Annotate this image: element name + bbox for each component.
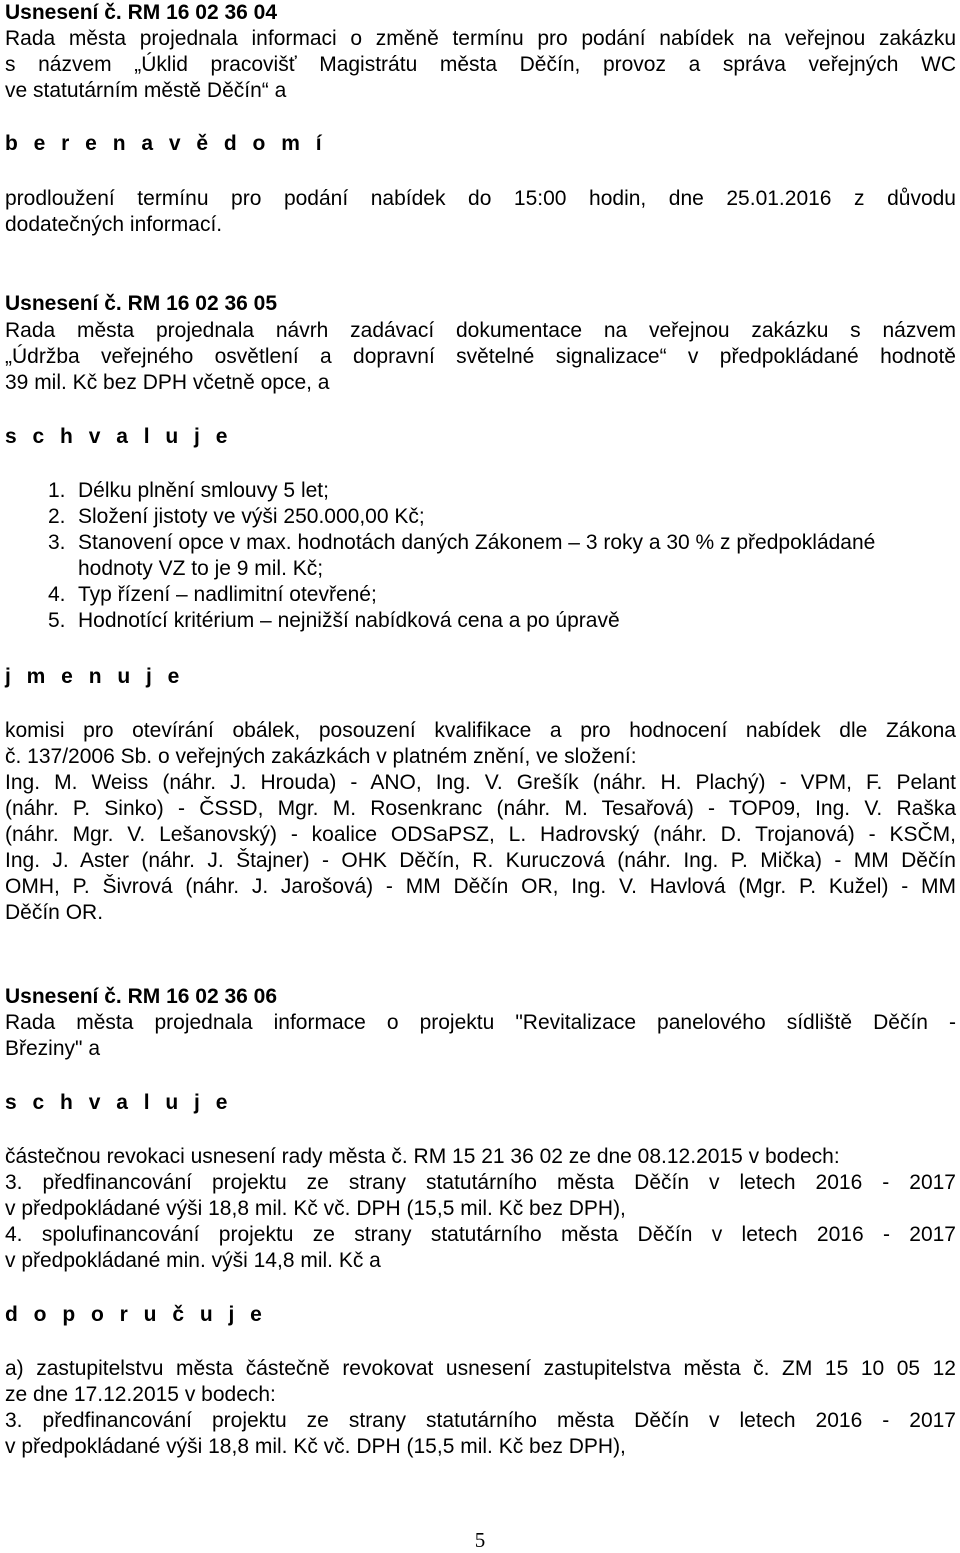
text-line: Ing. M. Weiss (náhr. J. Hrouda) - ANO, Ing. V. Grešík (náhr. H. Plachý) - VPM, F. Pelant <box>5 771 956 794</box>
heading-number: RM 16 02 36 04 <box>127 1 278 24</box>
text-line: prodloužení termínu pro podání nabídek do 15:00 hodin, dne 25.01.2016 z důvodu <box>5 187 956 210</box>
text-line: 3. předfinancování projektu ze strany statutárního města Děčín v letech 2016 - 2017 <box>5 1409 956 1432</box>
list-item: Hodnotící kritérium – nejnižší nabídková cena a po úpravě <box>78 609 620 632</box>
decision-keyword: s c h v a l u j e <box>5 1091 233 1114</box>
list-item: Stanovení opce v max. hodnotách daných Zákonem – 3 roky a 30 % z předpokládané <box>78 531 876 554</box>
list-number: 2. <box>48 505 66 528</box>
text-line: Březiny" a <box>5 1037 100 1060</box>
text-line: Děčín OR. <box>5 901 104 924</box>
list-number: 3. <box>48 531 66 554</box>
text-line: v předpokládané výši 18,8 mil. Kč vč. DPH (15,5 mil. Kč bez DPH), <box>5 1197 626 1220</box>
heading-label: Usnesení č. <box>5 292 122 315</box>
heading-label: Usnesení č. <box>5 985 122 1008</box>
heading-number: RM 16 02 36 05 <box>127 292 278 315</box>
resolution-heading <box>5 984 277 1010</box>
text-line: Rada města projednala informace o projektu "Revitalizace panelového sídliště Děčín - <box>5 1011 956 1034</box>
heading-number: RM 16 02 36 06 <box>127 985 278 1008</box>
decision-keyword: s c h v a l u j e <box>5 425 233 448</box>
text-line: OMH, P. Šivrová (náhr. J. Jarošová) - MM Děčín OR, Ing. V. Havlová (Mgr. P. Kužel) - MM <box>5 875 956 898</box>
text-line: 4. spolufinancování projektu ze strany statutárního města Děčín v letech 2016 - 2017 <box>5 1223 956 1246</box>
list-item: Délku plnění smlouvy 5 let; <box>78 479 329 502</box>
text-line: Ing. J. Aster (náhr. J. Štajner) - OHK Děčín, R. Kuruczová (náhr. Ing. P. Mička) - MM Děčín <box>5 849 956 872</box>
text-line: č. 137/2006 Sb. o veřejných zakázkách v platném znění, ve složení: <box>5 745 637 768</box>
decision-keyword: d o p o r u č u j e <box>5 1303 267 1326</box>
list-item: Složení jistoty ve výši 250.000,00 Kč; <box>78 505 425 528</box>
text-line: Rada města projednala informaci o změně termínu pro podání nabídek na veřejnou zakázku <box>5 27 956 50</box>
text-line: (náhr. Mgr. V. Lešanovský) - koalice ODSaPSZ, L. Hadrovský (náhr. D. Trojanová) - KSČM, <box>5 823 956 846</box>
list-number: 1. <box>48 479 66 502</box>
list-number: 4. <box>48 583 66 606</box>
resolution-heading <box>5 291 277 317</box>
decision-keyword: j m e n u j e <box>5 665 185 688</box>
heading-label: Usnesení č. <box>5 1 122 24</box>
resolution-heading <box>5 0 277 26</box>
text-line: a) zastupitelstvu města částečně revokovat usnesení zastupitelstva města č. ZM 15 10 05 12 <box>5 1357 956 1380</box>
text-line: komisi pro otevírání obálek, posouzení kvalifikace a pro hodnocení nabídek dle Zákona <box>5 719 956 742</box>
list-number: 5. <box>48 609 66 632</box>
text-line: v předpokládané min. výši 14,8 mil. Kč a <box>5 1249 381 1272</box>
text-line: 39 mil. Kč bez DPH včetně opce, a <box>5 371 330 394</box>
page-number: 5 <box>474 1528 486 1552</box>
text-line: v předpokládané výši 18,8 mil. Kč vč. DPH (15,5 mil. Kč bez DPH), <box>5 1435 626 1458</box>
text-line: s názvem „Úklid pracovišť Magistrátu města Děčín, provoz a správa veřejných WC <box>5 53 956 76</box>
text-line: Rada města projednala návrh zadávací dokumentace na veřejnou zakázku s názvem <box>5 319 956 342</box>
text-line: ve statutárním městě Děčín“ a <box>5 79 287 102</box>
decision-keyword: b e r e n a v ě d o m í <box>5 132 327 155</box>
text-line: (náhr. P. Sinko) - ČSSD, Mgr. M. Rosenkranc (náhr. M. Tesařová) - TOP09, Ing. V. Raška <box>5 797 956 820</box>
text-line: dodatečných informací. <box>5 213 223 236</box>
text-line: částečnou revokaci usnesení rady města č. RM 15 21 36 02 ze dne 08.12.2015 v bodech: <box>5 1145 840 1168</box>
list-item-continuation: hodnoty VZ to je 9 mil. Kč; <box>78 557 324 580</box>
list-item: Typ řízení – nadlimitní otevřené; <box>78 583 377 606</box>
text-line: 3. předfinancování projektu ze strany statutárního města Děčín v letech 2016 - 2017 <box>5 1171 956 1194</box>
text-line: „Údržba veřejného osvětlení a dopravní světelné signalizace“ v předpokládané hodnotě <box>5 345 956 368</box>
text-line: ze dne 17.12.2015 v bodech: <box>5 1383 276 1406</box>
